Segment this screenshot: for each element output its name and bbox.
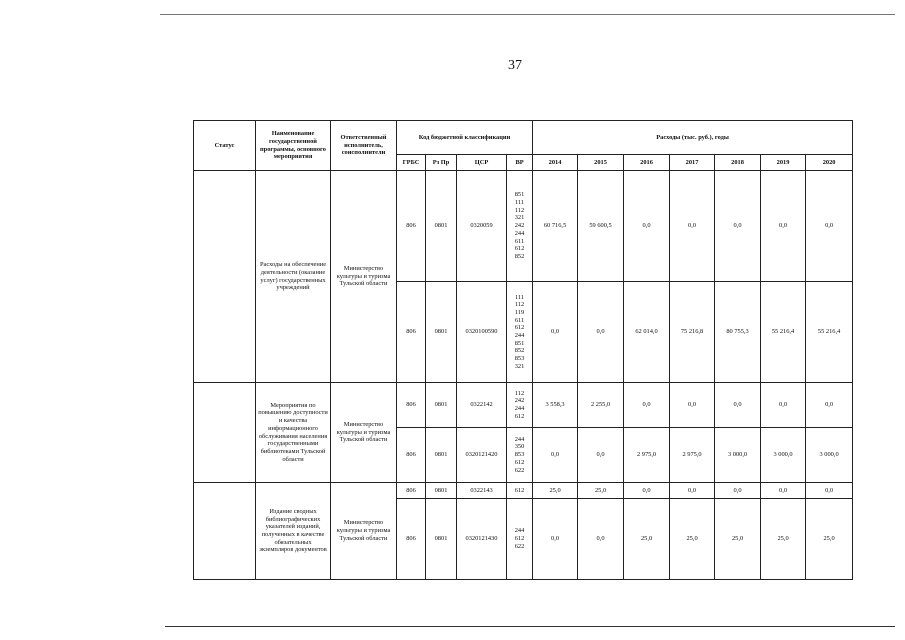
vr-cell: 612 <box>507 483 533 499</box>
program-name-cell: Расходы на обеспечение деятельности (оказание услуг) государственных учреждений <box>256 171 331 383</box>
header-program-name: Наименование государственной программы, основного мероприятия <box>256 121 331 171</box>
value-cell: 3 000,0 <box>715 428 761 483</box>
value-cell: 25,0 <box>806 499 853 580</box>
header-year: 2017 <box>670 155 715 171</box>
value-cell: 62 014,0 <box>624 282 670 383</box>
value-cell: 0,0 <box>806 383 853 428</box>
rzpr-cell: 0801 <box>426 171 457 282</box>
value-cell: 55 216,4 <box>761 282 806 383</box>
csr-cell: 0322143 <box>457 483 507 499</box>
header-year: 2018 <box>715 155 761 171</box>
rzpr-cell: 0801 <box>426 428 457 483</box>
executor-cell: Министерство культуры и туризма Тульской области <box>331 383 397 483</box>
header-year: 2014 <box>533 155 578 171</box>
table-row <box>194 383 853 428</box>
value-cell: 0,0 <box>761 171 806 282</box>
header-status: Статус <box>194 121 256 171</box>
csr-cell: 0320121430 <box>457 499 507 580</box>
vr-cell: 851 111 112 321 242 244 611 612 852 <box>507 171 533 282</box>
header-year: 2016 <box>624 155 670 171</box>
header-year: 2015 <box>578 155 624 171</box>
value-cell: 0,0 <box>670 483 715 499</box>
program-name-cell: Мероприятия по повышению доступности и качества информационного обслуживания населения государственными библиотеками Тульской области <box>256 383 331 483</box>
value-cell: 75 216,8 <box>670 282 715 383</box>
grbs-cell: 806 <box>397 282 426 383</box>
grbs-cell: 806 <box>397 483 426 499</box>
status-cell <box>194 171 256 383</box>
rzpr-cell: 0801 <box>426 499 457 580</box>
value-cell: 0,0 <box>715 383 761 428</box>
vr-cell: 111 112 119 611 612 244 851 852 853 321 <box>507 282 533 383</box>
executor-cell: Министерство культуры и туризма Тульской области <box>331 171 397 383</box>
value-cell: 25,0 <box>670 499 715 580</box>
value-cell: 0,0 <box>533 282 578 383</box>
value-cell: 60 716,5 <box>533 171 578 282</box>
value-cell: 25,0 <box>533 483 578 499</box>
value-cell: 25,0 <box>578 483 624 499</box>
executor-cell: Министерство культуры и туризма Тульской области <box>331 483 397 580</box>
value-cell: 3 558,3 <box>533 383 578 428</box>
value-cell: 0,0 <box>761 483 806 499</box>
csr-cell: 0320121420 <box>457 428 507 483</box>
bottom-rule <box>165 626 895 627</box>
value-cell: 0,0 <box>578 282 624 383</box>
grbs-cell: 806 <box>397 428 426 483</box>
header-budget-code: Код бюджетной классификации <box>397 121 533 155</box>
value-cell: 0,0 <box>670 383 715 428</box>
table-row <box>194 171 853 282</box>
value-cell: 25,0 <box>715 499 761 580</box>
vr-cell: 244 612 622 <box>507 499 533 580</box>
value-cell: 0,0 <box>533 428 578 483</box>
value-cell: 0,0 <box>670 171 715 282</box>
value-cell: 0,0 <box>715 171 761 282</box>
header-year: 2019 <box>761 155 806 171</box>
top-rule <box>160 14 895 15</box>
value-cell: 59 600,5 <box>578 171 624 282</box>
value-cell: 25,0 <box>761 499 806 580</box>
header-vr: ВР <box>507 155 533 171</box>
value-cell: 55 216,4 <box>806 282 853 383</box>
value-cell: 0,0 <box>715 483 761 499</box>
value-cell: 0,0 <box>761 383 806 428</box>
value-cell: 3 000,0 <box>806 428 853 483</box>
status-cell <box>194 483 256 580</box>
header-rzpr: Рз Пр <box>426 155 457 171</box>
value-cell: 0,0 <box>806 171 853 282</box>
value-cell: 3 000,0 <box>761 428 806 483</box>
value-cell: 0,0 <box>533 499 578 580</box>
value-cell: 2 255,0 <box>578 383 624 428</box>
vr-cell: 112 242 244 612 <box>507 383 533 428</box>
header-expenses: Расходы (тыс. руб.), годы <box>533 121 853 155</box>
rzpr-cell: 0801 <box>426 483 457 499</box>
value-cell: 25,0 <box>624 499 670 580</box>
value-cell: 0,0 <box>624 383 670 428</box>
csr-cell: 0322142 <box>457 383 507 428</box>
rzpr-cell: 0801 <box>426 383 457 428</box>
csr-cell: 0320059 <box>457 171 507 282</box>
grbs-cell: 806 <box>397 383 426 428</box>
header-executor: Ответственный исполнитель, соисполнители <box>331 121 397 171</box>
value-cell: 2 975,0 <box>624 428 670 483</box>
grbs-cell: 806 <box>397 171 426 282</box>
program-name-cell: Издание сводных библиографических указателей изданий, полученных в качестве обязательных экземпляров документов <box>256 483 331 580</box>
value-cell: 0,0 <box>624 171 670 282</box>
value-cell: 0,0 <box>624 483 670 499</box>
budget-table <box>193 120 853 580</box>
status-cell <box>194 383 256 483</box>
page-number: 37 <box>508 58 522 73</box>
vr-cell: 244 350 853 612 622 <box>507 428 533 483</box>
csr-cell: 0320100590 <box>457 282 507 383</box>
value-cell: 0,0 <box>806 483 853 499</box>
rzpr-cell: 0801 <box>426 282 457 383</box>
value-cell: 0,0 <box>578 428 624 483</box>
value-cell: 0,0 <box>578 499 624 580</box>
table-row <box>194 483 853 499</box>
grbs-cell: 806 <box>397 499 426 580</box>
header-grbs: ГРБС <box>397 155 426 171</box>
value-cell: 2 975,0 <box>670 428 715 483</box>
header-csr: ЦСР <box>457 155 507 171</box>
header-year: 2020 <box>806 155 853 171</box>
value-cell: 80 755,3 <box>715 282 761 383</box>
